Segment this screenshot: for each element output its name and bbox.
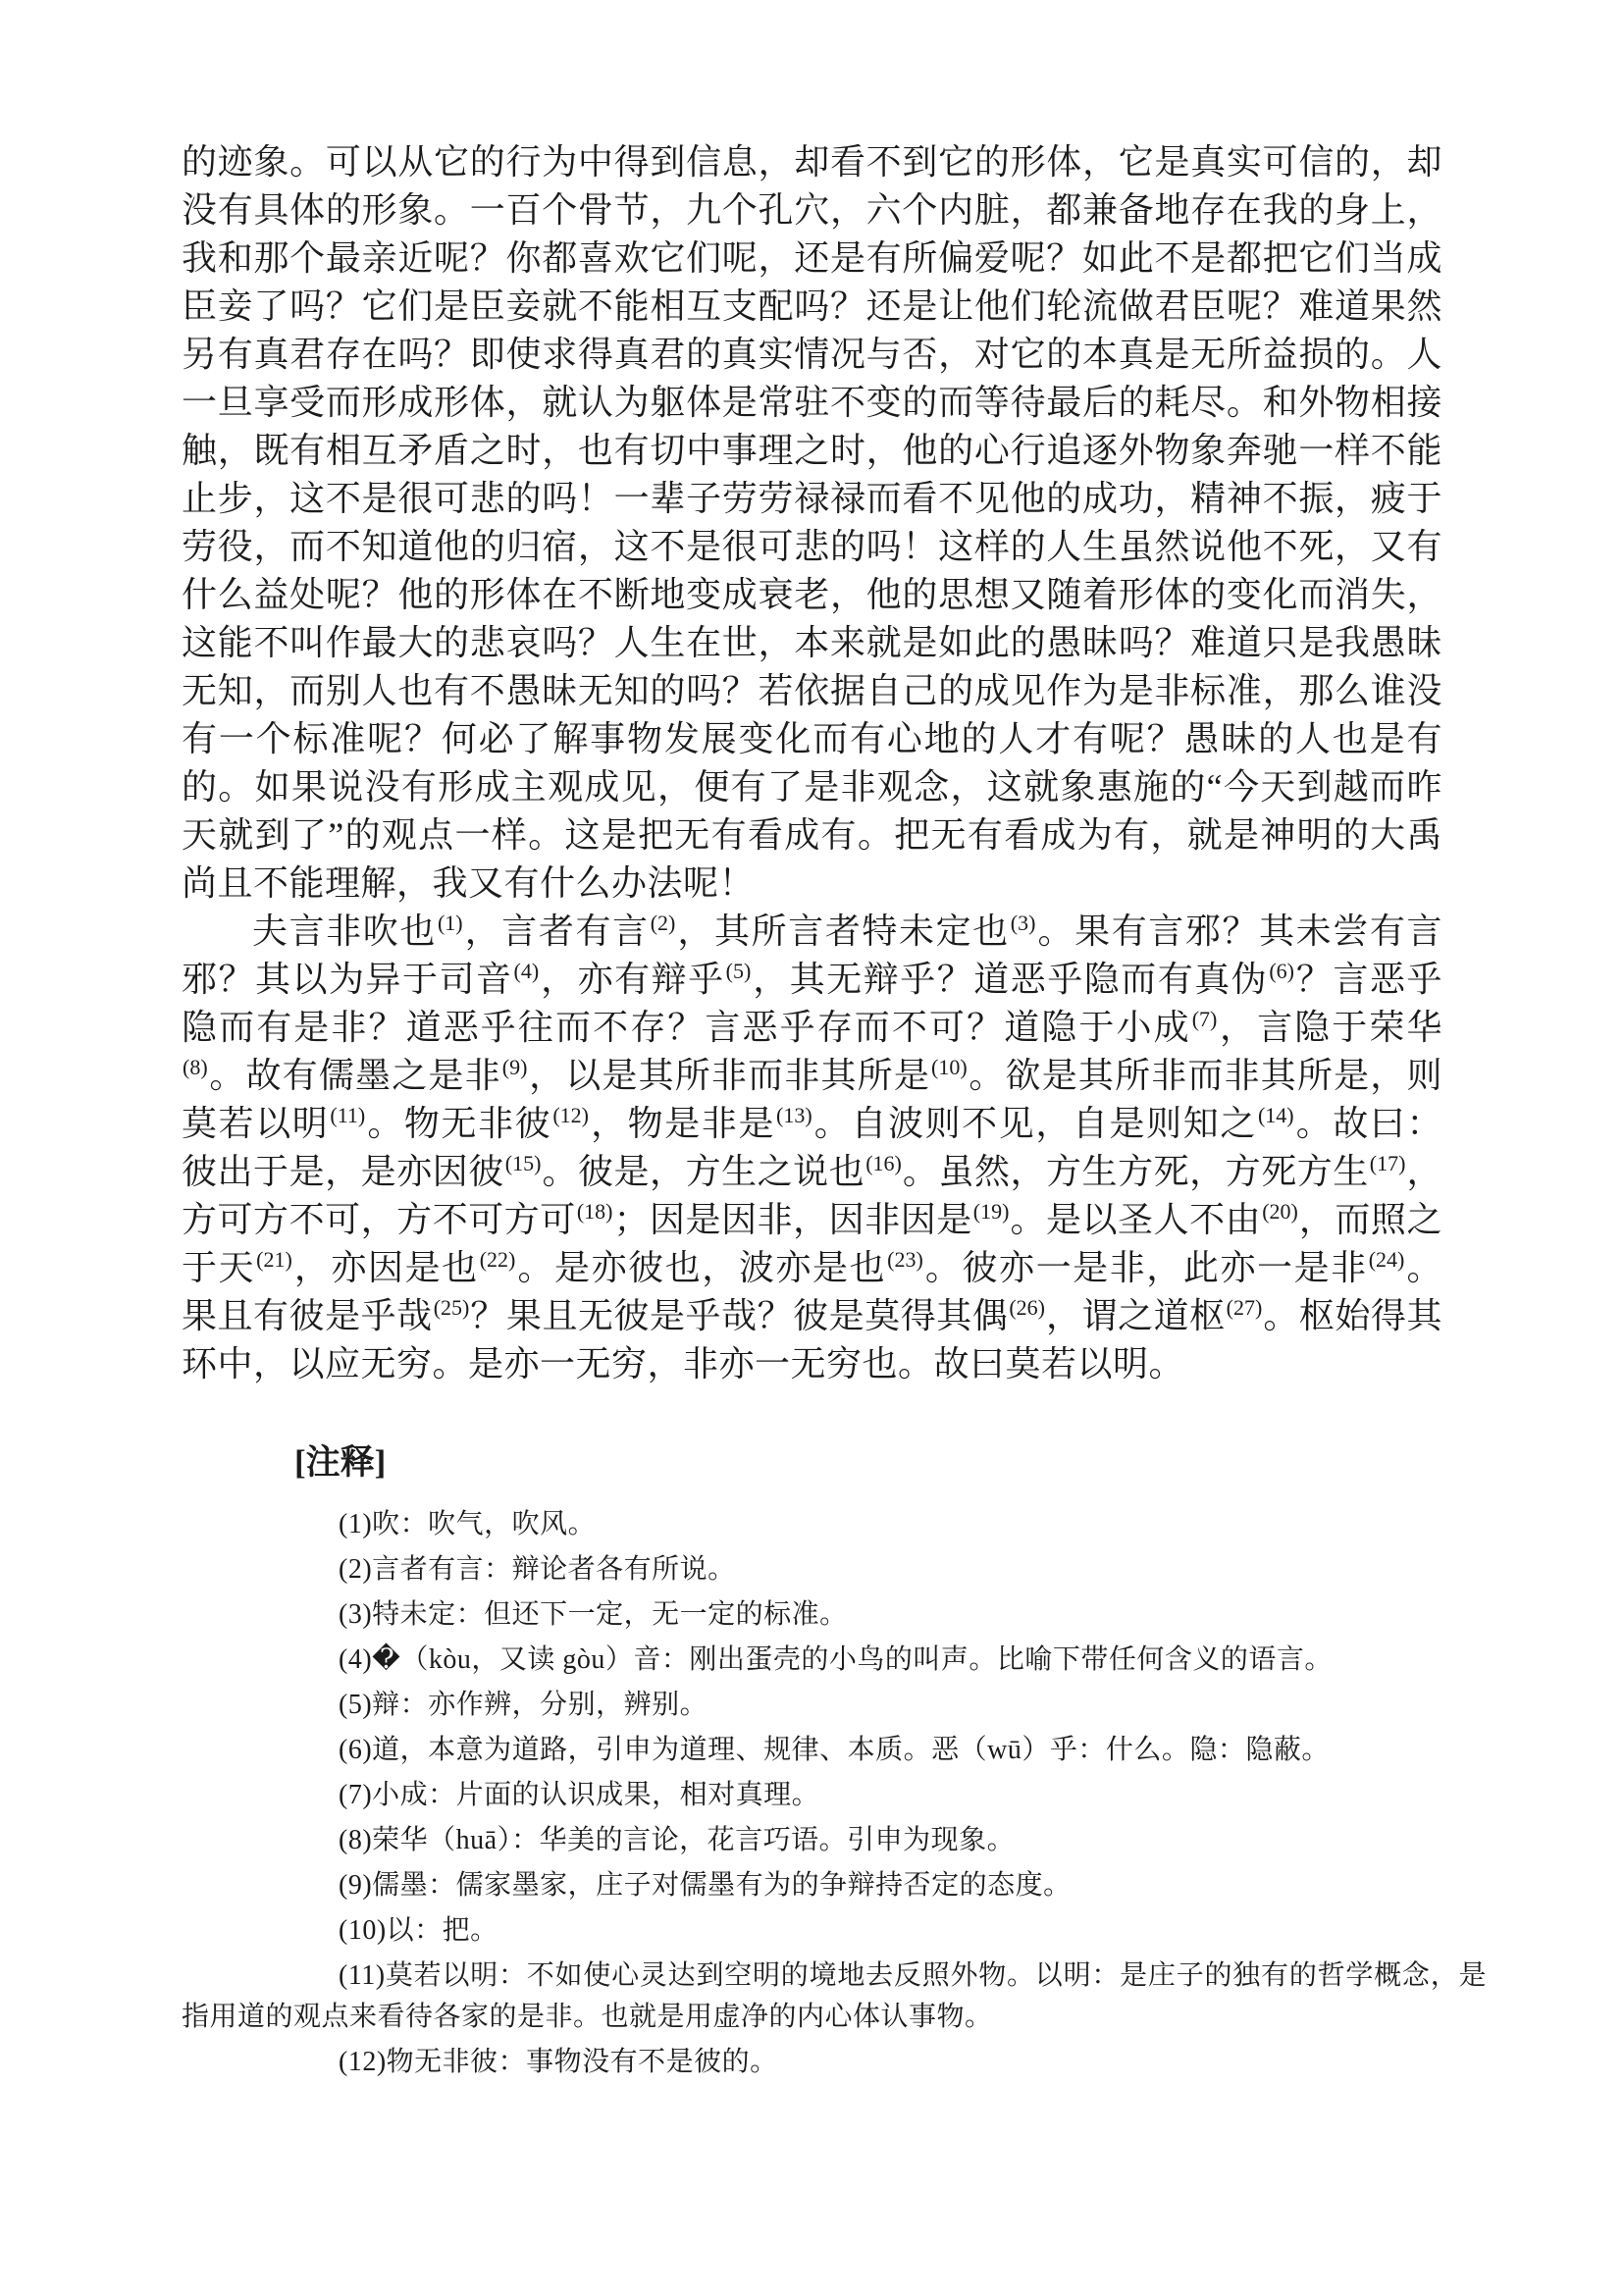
note-ref-superscript: (26)	[1009, 1295, 1045, 1320]
note-label: (6)	[339, 1735, 373, 1765]
note-label: (8)	[339, 1825, 373, 1855]
note-ref-superscript: (16)	[865, 1151, 902, 1175]
note-label: (3)	[339, 1599, 373, 1630]
note-item-8	[182, 1820, 1487, 1861]
note-item-9	[182, 1865, 1487, 1906]
note-ref-superscript: (11)	[330, 1103, 366, 1127]
note-ref-superscript: (27)	[1226, 1295, 1263, 1320]
note-item-5	[182, 1685, 1487, 1726]
note-item-3	[182, 1594, 1487, 1636]
note-label: (9)	[339, 1870, 373, 1901]
note-ref-superscript: (14)	[1257, 1103, 1294, 1127]
note-ref-superscript: (7)	[1191, 1007, 1218, 1031]
note-item-2	[182, 1549, 1487, 1590]
note-ref-superscript: (15)	[504, 1151, 542, 1175]
note-ref-superscript: (12)	[552, 1103, 589, 1127]
note-text: 莫若以明：不如使心灵达到空明的境地去反照外物。以明：是庄子的独有的哲学概念，是指用道的观点来看待各家的是非。也就是用虚净的内心体认事物。	[182, 1960, 1487, 2032]
note-ref-superscript: (24)	[1368, 1247, 1405, 1272]
paragraph-classical: 夫言非吹也$^{(1)}$，言者有言$^{(2)}$，其所言者特未定也$^{(3)}$。果有言邪？其未尝有言邪？其以为异于司音$^{(4)}$，亦有辩乎$^{(5)}$，其无辩乎？道恶乎隐而有真伪$^{(6)}$？言恶乎隐而有是非？道恶乎往而不存？言恶乎存而不可？道隐于小成$^{(7)}$，言隐于荣华$^{(8)}$。故有儒墨之是非$^{(9)}$，以是其所非而非其所是$^{(10)}$。欲是其所非而非其所是，则莫若以明$^{(11)}$。物无非彼$^{(12)}$，物是非是$^{(13)}$。自波则不见，自是则知之$^{(14)}$。故曰：彼出于是，是亦因彼$^{(15)}$。彼是，方生之说也$^{(16)}$。虽然，方生方死，方死方生$^{(17)}$，方可方不可，方不可方可$^{(18)}$；因是因非，因非因是$^{(19)}$。是以圣人不由$^{(20)}$，而照之于天$^{(21)}$，亦因是也$^{(22)}$。是亦彼也，波亦是也$^{(23)}$。彼亦一是非，此亦一是非$^{(24)}$。果且有彼是乎哉$^{(25)}$？果且无彼是乎哉？彼是莫得其偶$^{(26)}$，谓之道枢$^{(27)}$。枢始得其环中，以应无穷。是亦一无穷，非亦一无穷也。故曰莫若以明。	[182, 911, 1442, 1383]
note-item-11	[182, 1955, 1487, 2038]
note-text: 荣华（huā）：华美的言论，花言巧语。引申为现象。	[372, 1825, 1016, 1855]
notes-section	[182, 1441, 1487, 2083]
note-ref-superscript: (18)	[576, 1199, 613, 1224]
note-ref-superscript: (23)	[887, 1247, 923, 1272]
notes-heading: [注释]	[294, 1443, 387, 1482]
note-item-10	[182, 1910, 1487, 1952]
note-ref-superscript: (6)	[1269, 959, 1294, 983]
note-text: 辩：亦作辨，分别，辨别。	[372, 1690, 708, 1720]
note-label: (7)	[339, 1780, 373, 1810]
note-label: (10)	[339, 1915, 387, 1946]
note-item-7	[182, 1775, 1487, 1816]
note-label: (2)	[339, 1554, 373, 1585]
note-text: 以：把。	[386, 1915, 498, 1946]
note-text: 吹：吹气，吹风。	[372, 1509, 597, 1539]
note-ref-superscript: (22)	[479, 1247, 516, 1272]
note-label: (11)	[339, 1960, 386, 1991]
note-ref-superscript: (2)	[650, 911, 676, 935]
note-item-12	[182, 2042, 1487, 2083]
note-text: �（kòu，又读 gòu）音：刚出蛋壳的小鸟的叫声。比喻下带任何含义的语言。	[372, 1644, 1333, 1675]
note-ref-superscript: (3)	[1010, 911, 1036, 935]
note-ref-superscript: (5)	[725, 959, 752, 983]
note-text: 小成：片面的认识成果，相对真理。	[372, 1780, 820, 1810]
note-ref-superscript: (21)	[256, 1247, 292, 1272]
note-text: 言者有言：辩论者各有所说。	[372, 1554, 736, 1585]
note-text: 物无非彼：事物没有不是彼的。	[386, 2047, 778, 2077]
note-text: 道，本意为道路，引申为道理、规律、本质。恶（wū）乎：什么。隐：隐蔽。	[372, 1735, 1330, 1765]
page-content	[182, 138, 1487, 2087]
note-label: (12)	[339, 2047, 387, 2077]
note-ref-superscript: (1)	[437, 911, 463, 935]
note-ref-superscript: (9)	[501, 1055, 528, 1079]
note-ref-superscript: (17)	[1369, 1151, 1406, 1175]
note-text: 儒墨：儒家墨家，庄子对儒墨有为的争辩持否定的态度。	[372, 1870, 1072, 1901]
note-item-4	[182, 1640, 1487, 1681]
note-ref-superscript: (25)	[433, 1295, 470, 1320]
note-text: 特未定：但还下一定，无一定的标准。	[372, 1599, 848, 1630]
note-label: (4)	[339, 1644, 373, 1675]
paragraph-translation: 的迹象。可以从它的行为中得到信息，却看不到它的形体，它是真实可信的，却没有具体的形象。一百个骨节，九个孔穴，六个内脏，都兼备地存在我的身上，我和那个最亲近呢？你都喜欢它们呢，还是有所偏爱呢？如此不是都把它们当成臣妾了吗？它们是臣妾就不能相互支配吗？还是让他们轮流做君臣呢？难道果然另有真君存在吗？即使求得真君的真实情况与否，对它的本真是无所益损的。人一旦享受而形成形体，就认为躯体是常驻不变的而等待最后的耗尽。和外物相接触，既有相互矛盾之时，也有切中事理之时，他的心行追逐外物象奔驰一样不能止步，这不是很可悲的吗！一辈子劳劳禄禄而看不见他的成功，精神不振，疲于劳役，而不知道他的归宿，这不是很可悲的吗！这样的人生虽然说他不死，又有什么益处呢？他的形体在不断地变成衰老，他的思想又随着形体的变化而消失，这能不叫作最大的悲哀吗？人生在世，本来就是如此的愚昧吗？难道只是我愚昧无知，而别人也有不愚昧无知的吗？若依据自己的成见作为是非标准，那么谁没有一个标准呢？何必了解事物发展变化而有心地的人才有呢？愚昧的人也是有的。如果说没有形成主观成见，便有了是非观念，这就象惠施的“今天到越而昨天就到了”的观点一样。这是把无有看成有。把无有看成为有，就是神明的大禹尚且不能理解，我又有什么办法呢！	[182, 142, 1442, 903]
note-ref-superscript: (20)	[1262, 1199, 1298, 1224]
note-item-1	[182, 1504, 1487, 1545]
note-ref-superscript: (10)	[931, 1055, 968, 1079]
note-label: (5)	[339, 1690, 373, 1720]
note-ref-superscript: (19)	[972, 1199, 1010, 1224]
note-ref-superscript: (13)	[776, 1103, 812, 1127]
note-item-6	[182, 1730, 1487, 1771]
note-ref-superscript: (8)	[183, 1055, 208, 1079]
note-label: (1)	[339, 1509, 373, 1539]
note-ref-superscript: (4)	[513, 959, 540, 983]
